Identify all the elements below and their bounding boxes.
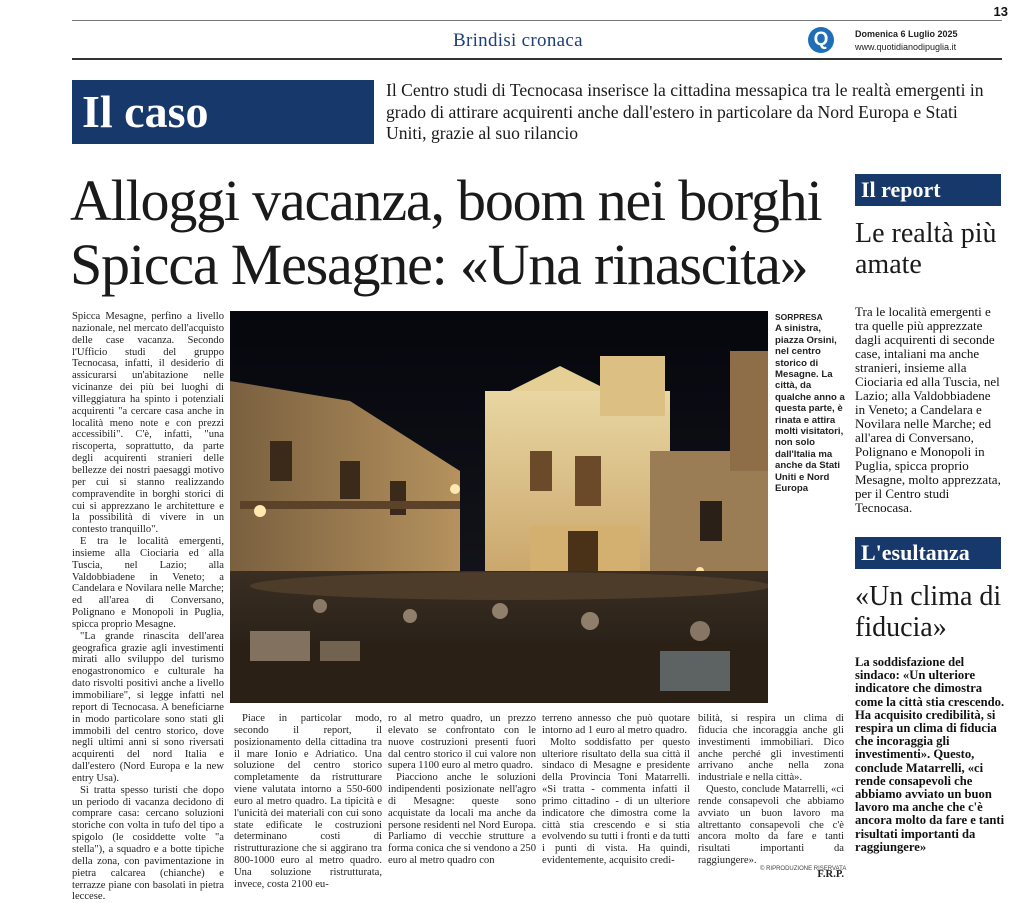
- esultanza-title: «Un clima di fiducia»: [855, 581, 1002, 643]
- copyright-notice: © RIPRODUZIONE RISERVATA: [760, 866, 847, 872]
- article-paragraph: Si tratta spesso turisti che dopo un periodo di vacanza decidono di comprare casa: cercano soluzioni storiche con volta in tufo del tipo a spigolo (le cosiddette volte "a stella"), a squadro e a botte tipiche della zona, con pavimentazione in pietra calcarea (chianche) e terrazze piane con basolati in pietra leccese.: [72, 784, 224, 903]
- article-paragraph: Piacciono anche le soluzioni indipendenti posizionate nell'agro di Mesagne: queste sono acquistate da locali ma anche da persone residenti nel Nord Europa. Parliamo di vecchie strutture a forma conica che si vendono a 250 euro al metro quadro con: [388, 772, 536, 867]
- article-column-1: [72, 311, 224, 903]
- page-number: 13: [993, 4, 1008, 19]
- caption-label: SORPRESA: [775, 312, 823, 322]
- article-paragraph: Piace in particolar modo, secondo il report, il posizionamento della cittadina tra il mare Ionio e Adriatico. Una soluzione del centro storico completamente da ristrutturare viene valutata intorno a 550-600 euro al metro quadro. La tipicità e l'unicità dei materiali con cui sono state edificate le costruzioni determinano costi di ristrutturazione che si aggirano tra 800-1000 euro al metro quadro. Una soluzione ristrutturata, invece, costa 2100 eu-: [234, 713, 382, 890]
- caption-text: A sinistra, piazza Orsini, nel centro storico di Mesagne. La città, da qualche anno a questa parte, è rinata e attira molti visitatori, non solo dall'Italia ma anche da Stati Uniti e Nord Europa: [775, 323, 845, 495]
- article-column-4: [542, 713, 690, 867]
- header-website: www.quotidianodipuglia.it: [855, 42, 957, 52]
- article-paragraph: terreno annesso che può quotare intorno ad 1 euro al metro quadro.: [542, 713, 690, 736]
- photo-caption: [775, 312, 847, 495]
- article-paragraph: bilità, si respira un clima di fiducia che incoraggia anche gli investimenti immobiliari. Dico anche perché gli investimenti arrivano anche nella zona industriale e nella città».: [698, 713, 844, 784]
- header-date: Domenica 6 Luglio 2025: [855, 29, 958, 39]
- newspaper-logo-icon: [808, 27, 834, 53]
- logo-letter: Q: [813, 29, 829, 50]
- esultanza-label: L'esultanza: [861, 540, 970, 565]
- article-signature: F.R.P.: [817, 868, 844, 880]
- kicker-summary: Il Centro studi di Tecnocasa inserisce la cittadina messapica tra le realtà emergenti in grado di attirare acquirenti anche dall'estero in particolare da Nord Europa e Stati Uniti, grazie al suo rilancio: [386, 80, 984, 143]
- headline-line-2: Spicca Mesagne: «Una rinascita»: [70, 232, 808, 297]
- esultanza-text: La soddisfazione del sindaco: «Un ulteriore indicatore che dimostra come la città stia crescendo. Ha acquisito credibilità, si respira un clima di fiducia che incoraggia gli investimenti». Questo, conclude Matarrelli, «ci rende consapevoli che abbiamo avviato un buon lavoro ma anche che c'è ancora molto da fare e tanti risultati importanti da raggiungere»: [855, 655, 1005, 854]
- article-paragraph: "La grande rinascita dell'area geografica grazie agli investimenti mirati allo sviluppo del turismo enogastronomico e culturale ha dato risvolti positivi anche a livello immobiliare", si legge infatti nel report di Tecnocasa. A beneficiarne in modo particolare sono stati gli immobili del centro storico, dove negli ultimi anni si sono riversati acquirenti del nord Italia e dall'estero (Nord Europa e la new entry Usa).: [72, 630, 224, 784]
- kicker-label-box: [72, 80, 374, 144]
- article-column-2: [234, 713, 382, 891]
- esultanza-label-box: [855, 537, 1001, 569]
- news-photo: [230, 311, 768, 703]
- report-title: Le realtà più amate: [855, 218, 997, 280]
- article-paragraph: Questo, conclude Matarrelli, «ci rende consapevoli che abbiamo avviato un buon lavoro ma altrettanto consapevoli che c'è ancora molto da fare e tanti risultati importanti da raggiungere».: [698, 784, 844, 867]
- article-paragraph: ro al metro quadro, un prezzo elevato se confrontato con le nuove costruzioni presenti fuori dal centro storico il cui valore non supera 1100 euro al metro quadro.: [388, 713, 536, 772]
- section-name: Brindisi cronaca: [453, 30, 583, 51]
- article-column-3: [388, 713, 536, 867]
- report-label: Il report: [861, 177, 941, 202]
- piazza-orsini-photo: [230, 311, 768, 703]
- article-paragraph: E tra le località emergenti, insieme alla Ciociaria ed alla Tuscia, nel Lazio; alla Valdobbiadene in Veneto; a Candelara e Novilara nelle Marche; ed all'area di Conversano, Polignano e Monopoli in Puglia, spicca proprio Mesagne.: [72, 536, 224, 630]
- article-column-5: [698, 713, 847, 881]
- article-paragraph: Spicca Mesagne, perfino a livello nazionale, nel mercato dell'acquisto delle case vacanza. Secondo l'Ufficio studi del gruppo Tecnocasa, infatti, il desiderio di assicurarsi un'abitazione nelle vicinanze dei più bei luoghi di villeggiatura ha spinto i potenziali acquirenti "a cercare casa anche in località meno note e con prezzi accessibili". C'è, infatti, "una riscoperta, soprattutto, da parte degli acquirenti stranieri delle bellezze dei nostri paesaggi motivo per cui si stanno realizzando compravendite in borghi storici di cui si apprezzano le architetture e la possibilità di vivere in un contesto tranquillo".: [72, 311, 224, 536]
- report-text: Tra le località emergenti e tra quelle più apprezzate dagli acquirenti di seconde case, intaliani ma anche stranieri, insieme alla Ciociaria ed alla Tuscia, nel Lazio; alla Valdobbiadene in Veneto; a Candelara e Novilara nelle Marche; ed all'area di Conversano, Polignano e Monopoli in Puglia, spicca proprio Mesagne, molto apprezzata, per il Centro studi Tecnocasa.: [855, 304, 1001, 515]
- header-top-rule: [72, 20, 1002, 21]
- kicker-label: Il caso: [82, 86, 209, 137]
- headline-line-1: Alloggi vacanza, boom nei borghi: [70, 168, 822, 233]
- header-bottom-rule: [72, 58, 1002, 60]
- report-label-box: [855, 174, 1001, 206]
- article-paragraph: Molto soddisfatto per questo ulteriore risultato della sua città il sindaco di Mesagne e presidente della Provincia Toni Matarrelli. «Si tratta - commenta infatti il primo cittadino - di un ulteriore indicatore che dimostra come la città stia crescendo e si stia evolvendo su tutti i fronti e da tutti i punti di vista. Ha quindi, evidentemente, acquisito credi-: [542, 736, 690, 867]
